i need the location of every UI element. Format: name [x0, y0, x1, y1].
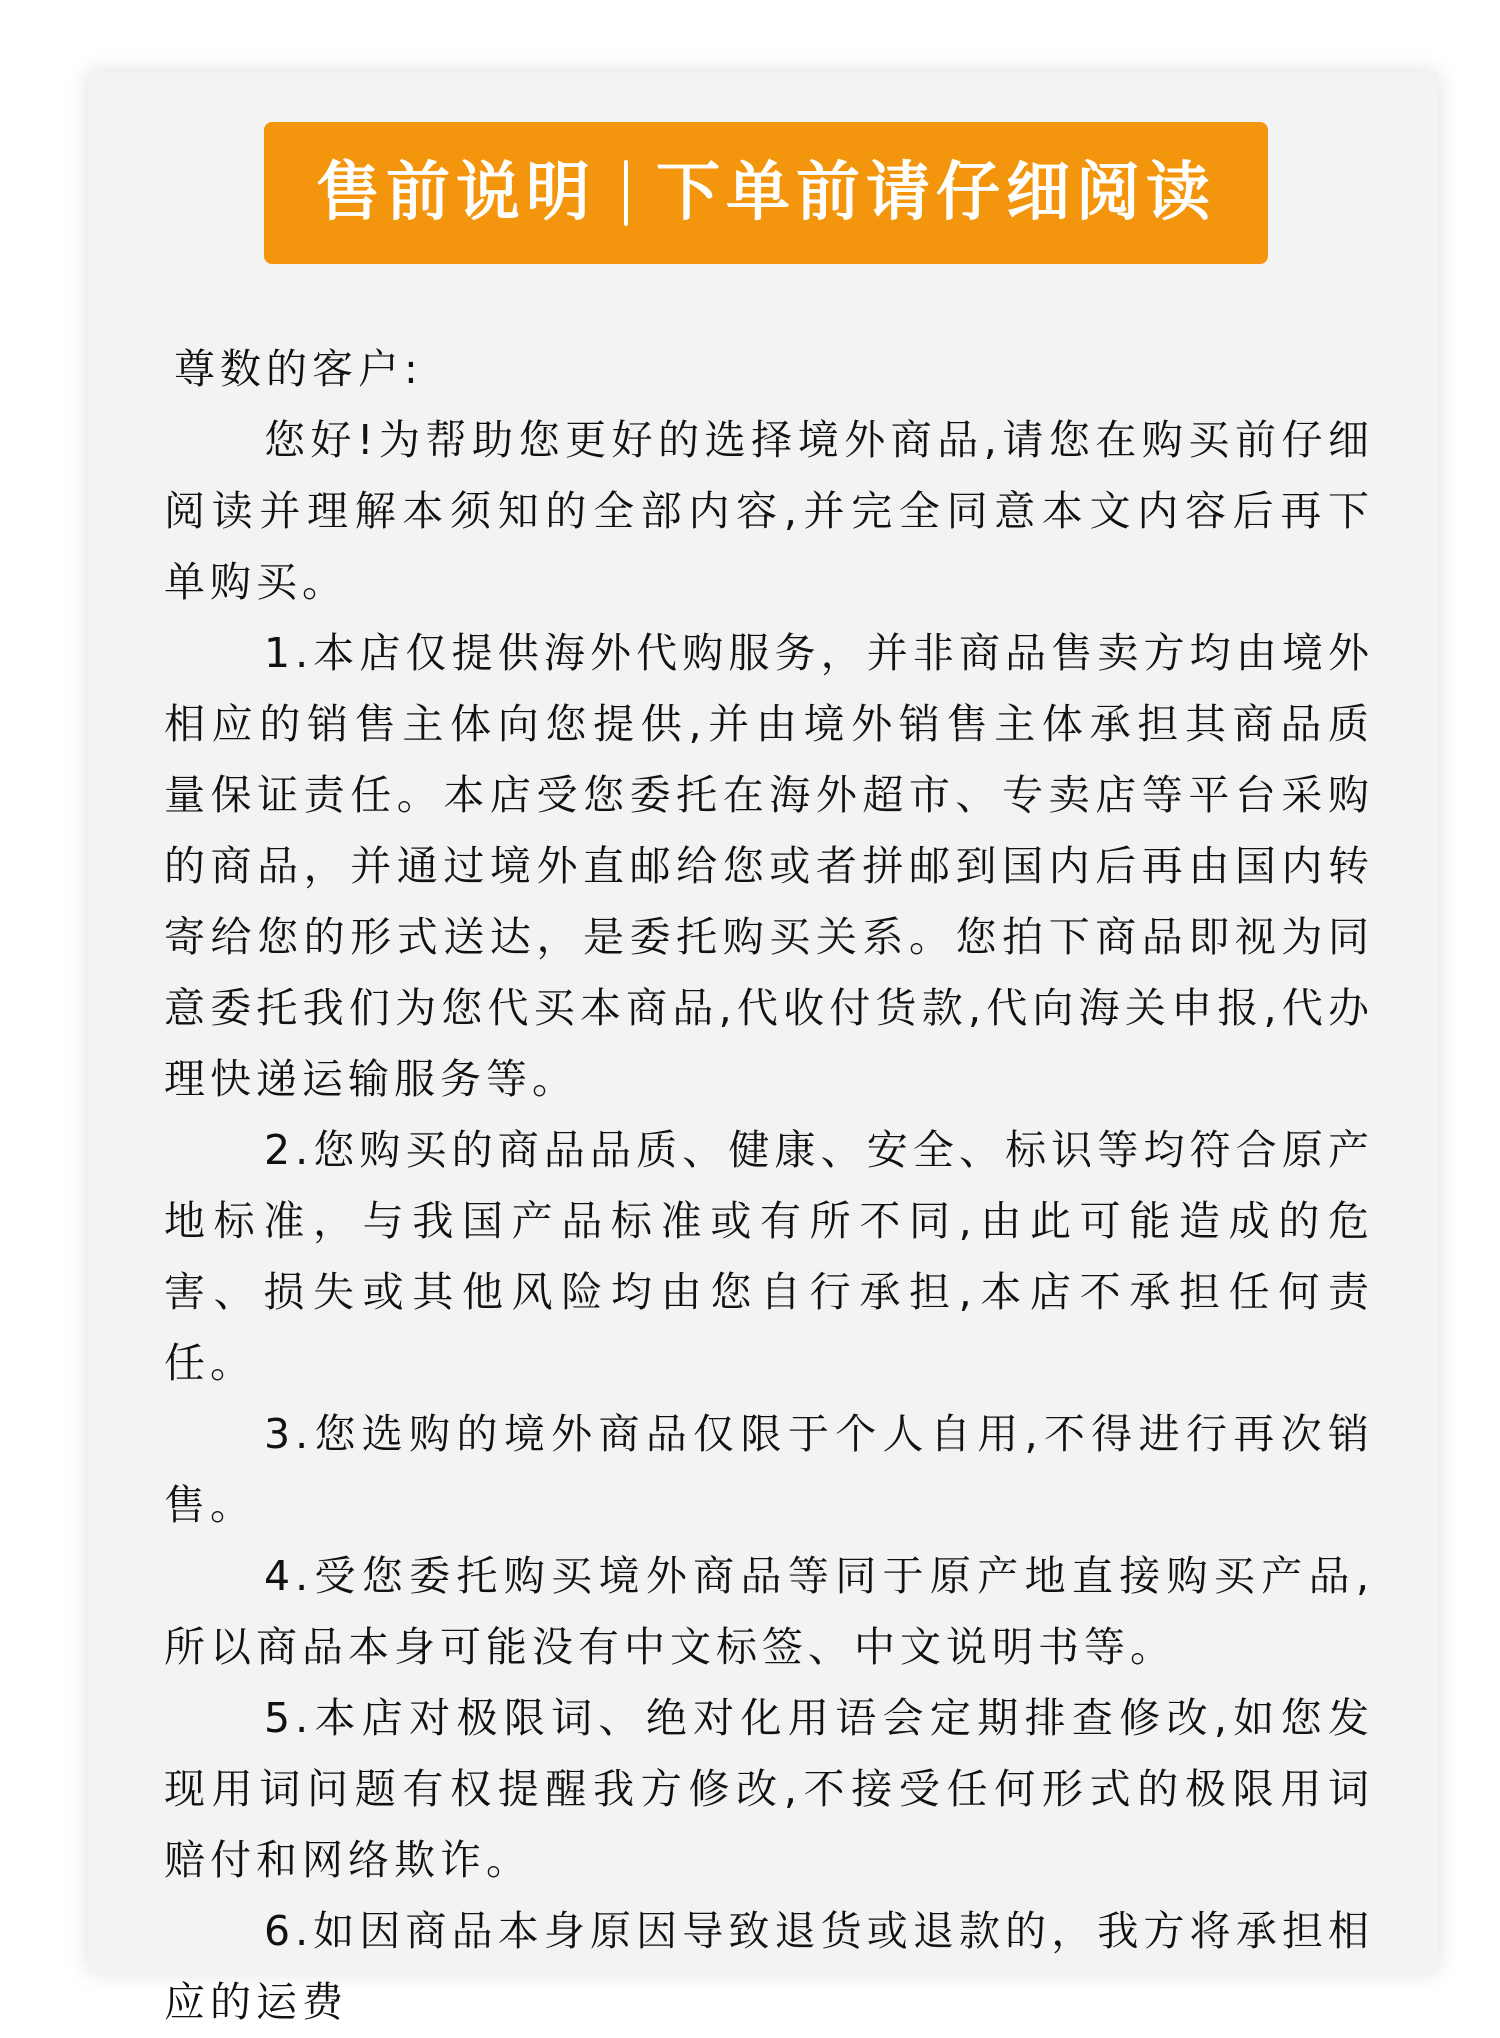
notice-item-5: 5.本店对极限词、绝对化用语会定期排查修改,如您发现用词问题有权提醒我方修改,不接受任何形式的极限用词赔付和网络欺诈。 [164, 1694, 1374, 1884]
header-banner [264, 122, 1268, 264]
intro-paragraph: 您好!为帮助您更好的选择境外商品,请您在购买前仔细阅读并理解本须知的全部内容,并完全同意本文内容后再下单购买。 [164, 416, 1374, 606]
notice-item-1: 1.本店仅提供海外代购服务，并非商品售卖方均由境外相应的销售主体向您提供,并由境外销售主体承担其商品质量保证责任。本店受您委托在海外超市、专卖店等平台采购的商品，并通过境外直邮给您或者拼邮到国内后再由国内转寄给您的形式送达，是委托购买关系。您拍下商品即视为同意委托我们为您代买本商品,代收付货款,代向海关申报,代办理快递运输服务等。 [164, 629, 1374, 1103]
notice-item-6: 6.如因商品本身原因导致退货或退款的，我方将承担相应的运费 [164, 1907, 1374, 2026]
banner-divider [624, 160, 628, 226]
banner-title-right: 下单前请仔细阅读 [656, 156, 1216, 230]
banner-title-left: 售前说明 [316, 156, 596, 230]
notice-item-4: 4.受您委托购买境外商品等同于原产地直接购买产品,所以商品本身可能没有中文标签、中文说明书等。 [164, 1552, 1374, 1671]
notice-card [88, 72, 1438, 2026]
notice-item-2: 2.您购买的商品品质、健康、安全、标识等均符合原产地标准，与我国产品标准或有所不同,由此可能造成的危害、损失或其他风险均由您自行承担,本店不承担任何责任。 [164, 1126, 1374, 1387]
notice-item-3: 3.您选购的境外商品仅限于个人自用,不得进行再次销售。 [164, 1410, 1374, 1529]
greeting: 尊数的客户: [174, 345, 423, 393]
notice-body [164, 334, 1374, 2038]
